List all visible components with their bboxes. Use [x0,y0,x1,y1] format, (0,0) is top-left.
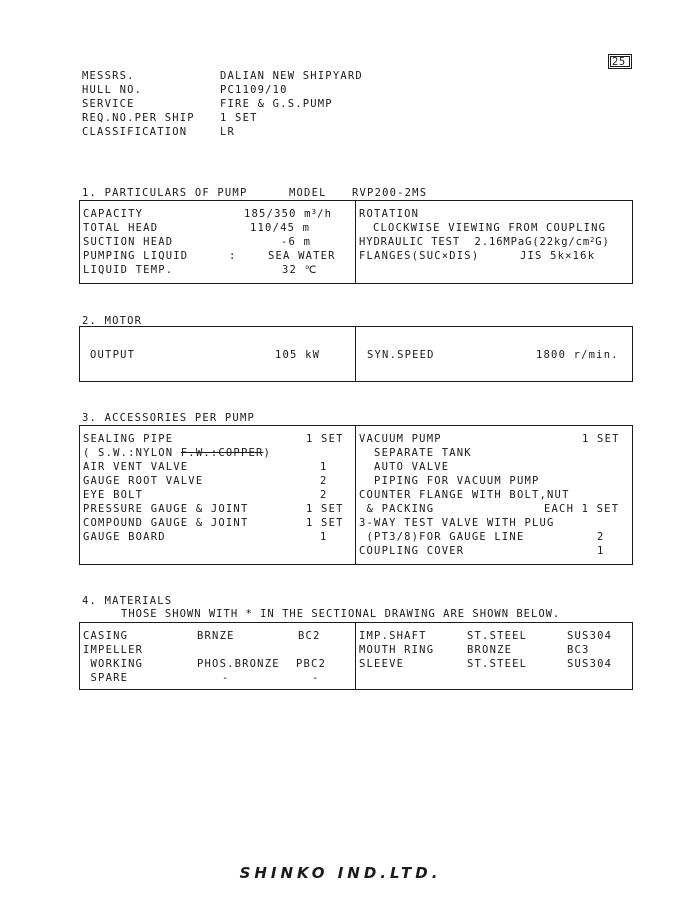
mat-right-material-1: BRONZE [467,644,513,656]
capacity-label: CAPACITY [83,208,144,220]
mat-left-part-3: SPARE [83,672,129,684]
mat-right-part-0: IMP.SHAFT [359,630,427,642]
section1-model-value: RVP200-2MS [352,187,428,199]
acc-left-qty-2: 1 [320,461,328,473]
acc-right-label-6: 3-WAY TEST VALVE WITH PLUG [359,517,555,529]
header-value-req: 1 SET [220,112,258,124]
mat-right-code-0: SUS304 [567,630,613,642]
acc-right-label-0: VACUUM PUMP [359,433,442,445]
acc-left-qty-5: 1 SET [306,503,344,515]
mat-left-material-0: BRNZE [197,630,235,642]
acc-right-label-2: AUTO VALVE [359,461,450,473]
acc-right-qty-7: 2 [597,531,605,543]
section3-title: 3. ACCESSORIES PER PUMP [82,412,255,424]
mat-left-part-1: IMPELLER [83,644,144,656]
section4-subtitle: THOSE SHOWN WITH * IN THE SECTIONAL DRAWING ARE SHOWN BELOW. [121,608,561,620]
section1-title: 1. PARTICULARS OF PUMP [82,187,248,199]
particulars-divider [355,200,356,284]
accessories-divider [355,425,356,565]
acc-right-qty-5: EACH 1 SET [544,503,620,515]
header-label-req: REQ.NO.PER SHIP [82,112,195,124]
mat-left-code-3: - [312,672,320,684]
mat-right-part-1: MOUTH RING [359,644,435,656]
page-number: 25 [612,56,626,68]
acc-left-qty-4: 2 [320,489,328,501]
suction-head-value: -6 m [281,236,312,248]
acc-left-label-0: SEALING PIPE [83,433,174,445]
acc-left-label-2: AIR VENT VALVE [83,461,189,473]
materials-divider [355,622,356,690]
header-label-messrs: MESSRS. [82,70,135,82]
flanges-label: FLANGES(SUC×DIS) [359,250,480,262]
acc-left-label-3: GAUGE ROOT VALVE [83,475,204,487]
acc-right-label-5: & PACKING [359,503,435,515]
capacity-value: 185/350 $m^3/h$ [244,208,333,220]
header-value-hull: PC1109/10 [220,84,288,96]
struck-text: F.W.:COPPER [180,447,264,459]
acc-left-qty-6: 1 SET [306,517,344,529]
acc-left-label-1: ( S.W.:NYLON F.W.:COPPER) [83,447,272,459]
mat-right-material-0: ST.STEEL [467,630,528,642]
output-value: 105 kW [275,349,321,361]
acc-right-label-4: COUNTER FLANGE WITH BOLT,NUT [359,489,570,501]
mat-left-material-2: PHOS.BRONZE [197,658,280,670]
mat-left-part-2: WORKING [83,658,144,670]
acc-left-label-7: GAUGE BOARD [83,531,166,543]
pumping-liquid-value: SEA WATER [268,250,336,262]
mat-left-material-3: - [222,672,230,684]
mat-right-code-2: SUS304 [567,658,613,670]
mat-left-code-0: BC2 [298,630,321,642]
hydraulic-test: HYDRAULIC TEST $2.16MPaG(22kg/cm^2G)$ [359,236,610,248]
acc-right-label-1: SEPARATE TANK [359,447,472,459]
syn-speed-value: 1800 r/min. [536,349,619,361]
materials-table [79,622,633,690]
liquid-temp-value: 32 ℃ [282,264,318,276]
acc-left-label-6: COMPOUND GAUGE & JOINT [83,517,249,529]
suction-head-label: SUCTION HEAD [83,236,174,248]
header-value-class: LR [220,126,236,138]
header-label-service: SERVICE [82,98,135,110]
liquid-temp-label: LIQUID TEMP. [83,264,174,276]
section1-model-label: MODEL [289,187,327,199]
header-label-hull: HULL NO. [82,84,143,96]
header-value-service: FIRE & G.S.PUMP [220,98,333,110]
section2-title: 2. MOTOR [82,315,143,327]
output-label: OUTPUT [90,349,136,361]
header-value-messrs: DALIAN NEW SHIPYARD [220,70,363,82]
pumping-liquid-colon: : [229,250,237,262]
mat-left-code-2: PBC2 [296,658,327,670]
rotation-label: ROTATION [359,208,420,220]
acc-right-qty-8: 1 [597,545,605,557]
acc-right-label-3: PIPING FOR VACUUM PUMP [359,475,540,487]
acc-left-label-4: EYE BOLT [83,489,144,501]
total-head-label: TOTAL HEAD [83,222,159,234]
acc-left-qty-7: 1 [320,531,328,543]
section4-title: 4. MATERIALS [82,595,173,607]
syn-speed-label: SYN.SPEED [367,349,435,361]
company-footer: SHINKO IND.LTD. [239,864,442,882]
rotation-value: CLOCKWISE VIEWING FROM COUPLING [373,222,607,234]
acc-right-label-8: COUPLING COVER [359,545,465,557]
pumping-liquid-label: PUMPING LIQUID [83,250,189,262]
mat-right-code-1: BC3 [567,644,590,656]
acc-left-qty-0: 1 SET [306,433,344,445]
total-head-value: 110/45 m [250,222,311,234]
mat-left-part-0: CASING [83,630,129,642]
header-label-class: CLASSIFICATION [82,126,188,138]
motor-divider [355,326,356,382]
flanges-value: JIS 5k×16k [520,250,596,262]
acc-left-label-5: PRESSURE GAUGE & JOINT [83,503,249,515]
mat-right-material-2: ST.STEEL [467,658,528,670]
mat-right-part-2: SLEEVE [359,658,405,670]
acc-left-qty-3: 2 [320,475,328,487]
acc-right-label-7: (PT3/8)FOR GAUGE LINE [359,531,525,543]
acc-right-qty-0: 1 SET [582,433,620,445]
